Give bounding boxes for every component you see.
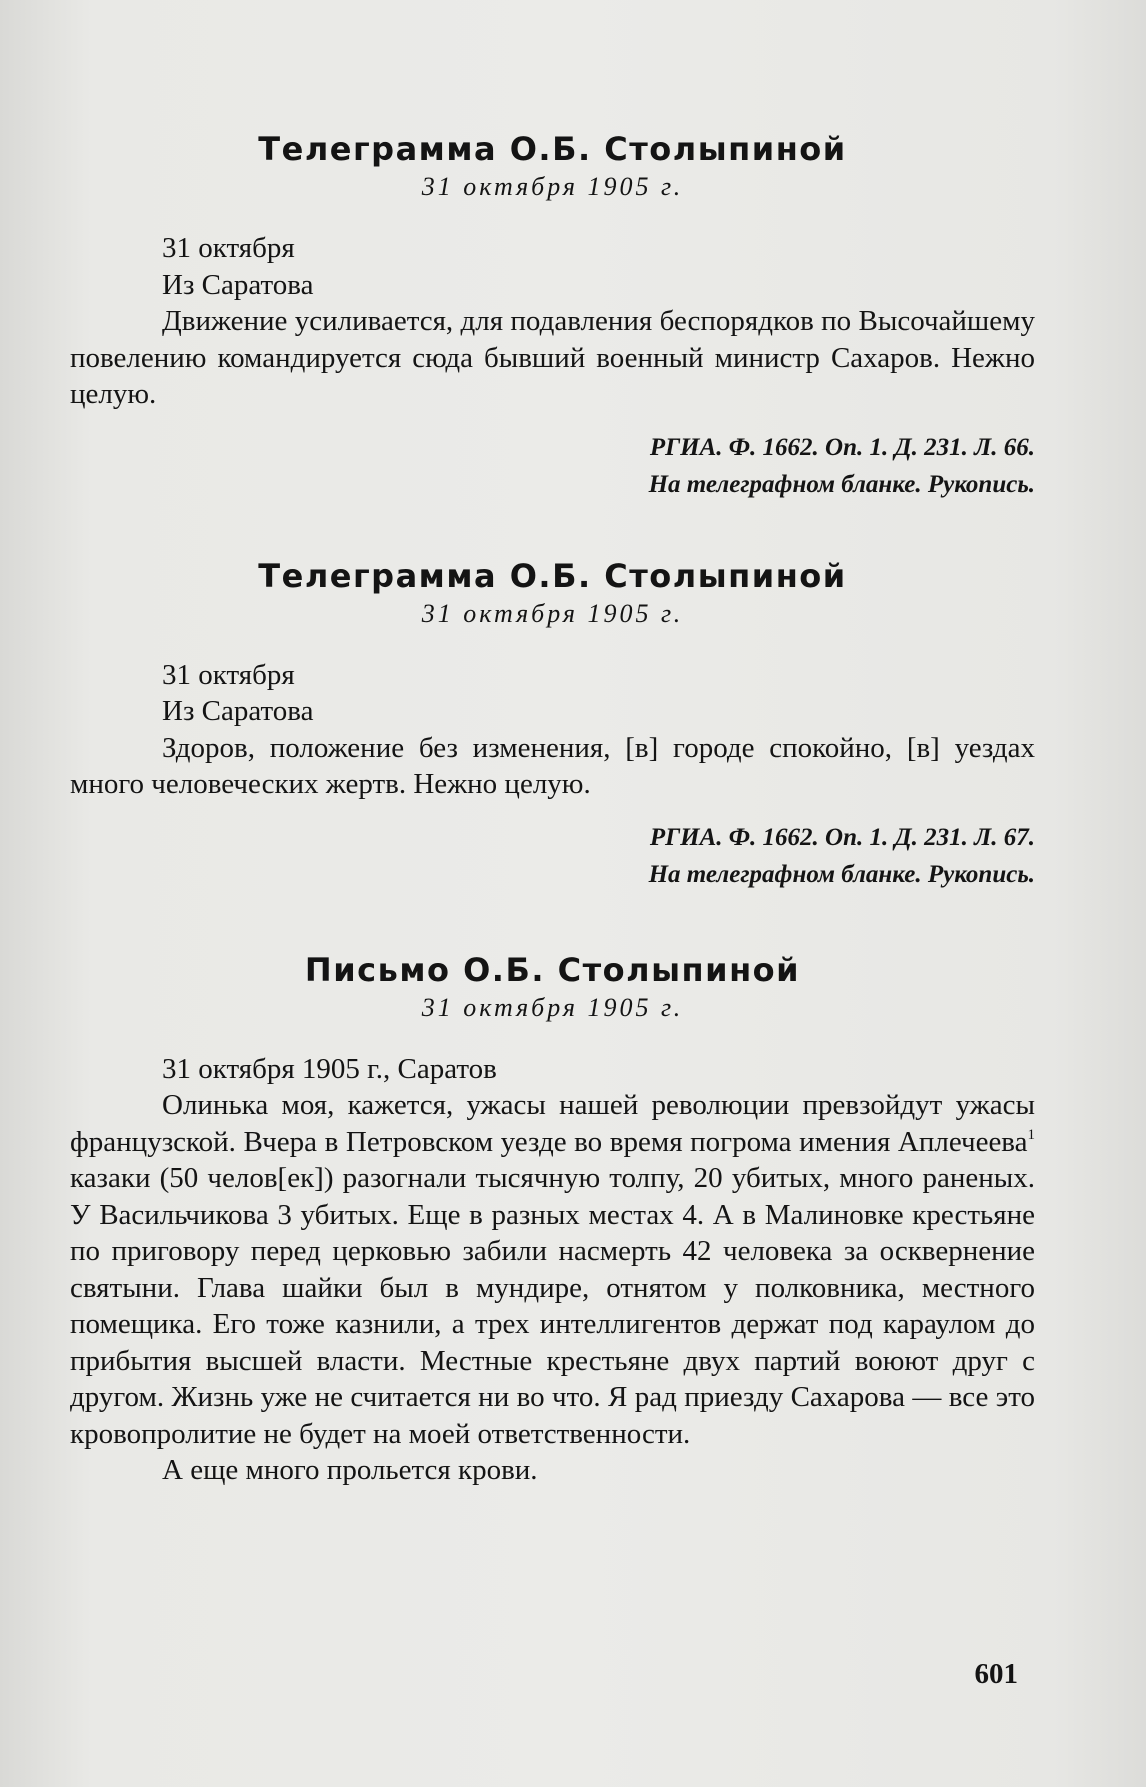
telegram-2-source <box>70 819 1035 893</box>
telegram-2-date: 31 октября 1905 г. <box>421 598 684 628</box>
telegram-2-format-note: На телеграфном бланке. Рукопись. <box>648 860 1035 888</box>
footnote-mark: 1 <box>1027 1126 1035 1143</box>
telegram-1-archive-ref: РГИА. Ф. 1662. Оп. 1. Д. 231. Л. 66. <box>649 433 1035 461</box>
letter-closing: А еще много прольется крови. <box>162 1454 538 1486</box>
telegram-2-archive-ref: РГИА. Ф. 1662. Оп. 1. Д. 231. Л. 67. <box>649 823 1035 851</box>
telegram-2-date-line: 31 октября <box>162 658 295 691</box>
letter-title: Письмо О.Б. Столыпиной <box>304 950 801 989</box>
telegram-2-origin-line: Из Саратова <box>162 695 314 727</box>
telegram-1 <box>70 128 1035 503</box>
letter-text-part-1: Олинька моя, кажется, ужасы нашей революции превзойдут ужасы французской. Вчера в Петровском уезде во время погрома имения Аплечеева <box>70 1089 1035 1158</box>
telegram-1-date-line: 31 октября <box>162 232 295 264</box>
page-content <box>70 128 1035 1489</box>
telegram-1-date: 31 октября 1905 г. <box>421 172 684 201</box>
letter <box>70 949 1035 1489</box>
telegram-2 <box>70 555 1035 893</box>
telegram-2-text: Здоров, положение без изменения, [в] городе спокойно, [в] уездах много человеческих жертв. Нежно целую. <box>70 731 1035 800</box>
letter-text <box>70 1087 1035 1452</box>
section-spacer <box>70 893 1035 949</box>
letter-date: 31 октября 1905 г. <box>421 992 684 1022</box>
telegram-1-format-note: На телеграфном бланке. Рукопись. <box>648 470 1035 498</box>
telegram-2-title: Телеграмма О.Б. Столыпиной <box>258 556 847 595</box>
telegram-1-source <box>70 429 1035 503</box>
page-number: 601 <box>974 1658 1018 1690</box>
telegram-1-origin-line: Из Саратова <box>162 268 314 301</box>
letter-text-part-2: казаки (50 челов[ек]) разогнали тысячную толпу, 20 убитых, много раненых. У Васильчикова 3 убитых. Еще в разных местах 4. А в Малиновке крестьяне по приговору перед церковью забили насмерть 42 человека за осквернение святыни. Глава шайки был в мундире, отнятом у полковника, местного помещика. Его тоже казнили, а трех интеллигентов держат под караулом до прибытия высшей власти. Местные крестьяне двух партий воюют друг с другом. Жизнь уже не считается ни во что. Я рад приезду Сахарова — все это кровопролитие не будет на моей ответственности. <box>70 1162 1035 1450</box>
telegram-1-title: Телеграмма О.Б. Столыпиной <box>258 130 847 168</box>
telegram-1-text: Движение усиливается, для подавления беспорядков по Высочайшему повелению командируется сюда бывший военный министр Сахаров. Нежно целую. <box>70 305 1035 410</box>
letter-place-line: 31 октября 1905 г., Саратов <box>162 1052 497 1085</box>
section-spacer <box>70 503 1035 555</box>
